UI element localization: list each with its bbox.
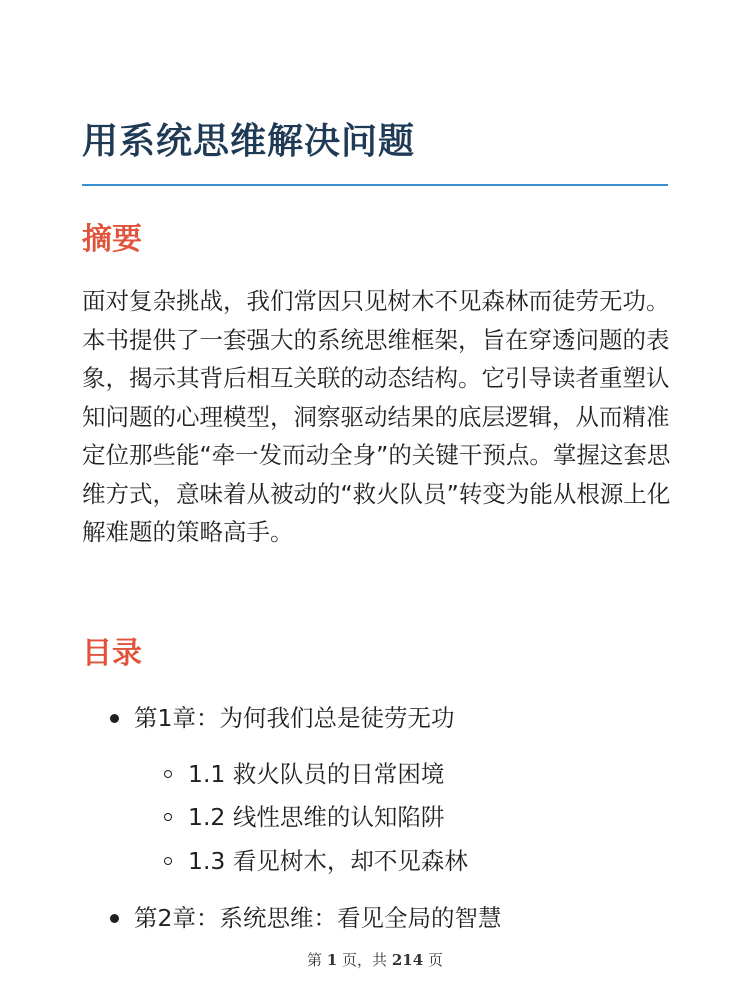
footer-middle: 页，共	[342, 951, 388, 969]
document-title: 用系统思维解决问题	[82, 121, 416, 162]
footer-page-number: 1	[326, 951, 338, 969]
toc-item-section-1-1[interactable]: 1.1 救火队员的日常困境	[188, 760, 445, 788]
bullet-circle-icon	[164, 813, 172, 821]
toc-heading: 目录	[82, 636, 142, 671]
toc-item-chapter-1[interactable]: 第1章：为何我们总是徒劳无功	[134, 704, 455, 732]
toc-item-section-1-3[interactable]: 1.3 看见树木，却不见森林	[188, 847, 468, 875]
bullet-disc-icon	[110, 714, 119, 723]
bullet-disc-icon	[110, 914, 119, 923]
toc-item-chapter-2[interactable]: 第2章：系统思维：看见全局的智慧	[134, 904, 502, 932]
summary-paragraph: 面对复杂挑战，我们常因只见树木不见森林而徒劳无功。本书提供了一套强大的系统思维框架，旨在穿透问题的表象，揭示其背后相互关联的动态结构。它引导读者重塑认知问题的心理模型，洞察驱动结果的底层逻辑，从而精准定位那些能“牵一发而动全身”的关键干预点。掌握这套思维方式，意味着从被动的“救火队员”转变为能从根源上化解难题的策略高手。	[82, 287, 671, 546]
bullet-circle-icon	[164, 770, 172, 778]
page-footer	[0, 950, 750, 970]
bullet-circle-icon	[164, 857, 172, 865]
footer-total-pages: 214	[391, 951, 424, 969]
toc-item-section-1-2[interactable]: 1.2 线性思维的认知陷阱	[188, 803, 445, 831]
title-divider	[82, 184, 668, 186]
footer-suffix: 页	[427, 951, 443, 969]
summary-heading: 摘要	[82, 222, 142, 257]
footer-prefix: 第	[307, 951, 323, 969]
